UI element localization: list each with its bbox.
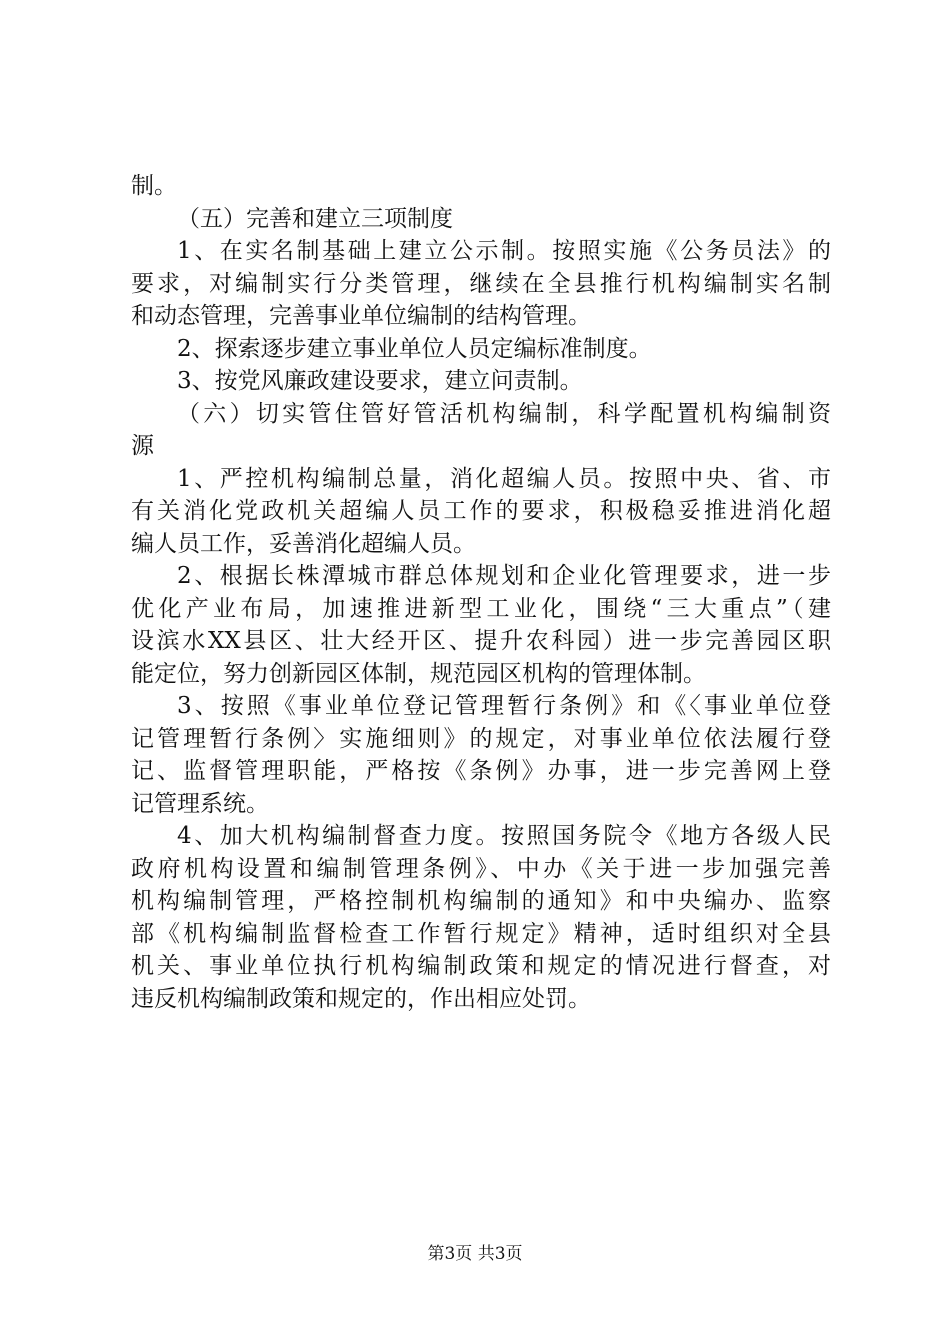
text-line: 有关消化党政机关超编人员工作的要求，积极稳妥推进消化超 xyxy=(131,498,831,524)
text-line: 源 xyxy=(131,433,154,459)
text-line: 2、根据长株潭城市群总体规划和企业化管理要求，进一步 xyxy=(177,563,831,589)
text-line: 记管理系统。 xyxy=(131,790,269,817)
text-line: 设滨水XX县区、壮大经开区、提升农科园）进一步完善园区职 xyxy=(131,628,831,654)
page-footer: 第3页 共3页 xyxy=(427,1244,523,1264)
text-line: 2、探索逐步建立事业单位人员定编标准制度。 xyxy=(177,335,652,362)
document-body xyxy=(131,170,831,1015)
text-line: 记管理暂行条例〉实施细则》的规定，对事业单位依法履行登 xyxy=(131,725,831,752)
text-line: 记、监督管理职能，严格按《条例》办事，进一步完善网上登 xyxy=(131,758,831,784)
text-line: 3、按党风廉政建设要求，建立问责制。 xyxy=(177,368,583,394)
text-line: 部《机构编制监督检查工作暂行规定》精神，适时组织对全县 xyxy=(131,920,831,947)
text-line: 1、在实名制基础上建立公示制。按照实施《公务员法》的 xyxy=(177,238,831,264)
text-line: 违反机构编制政策和规定的，作出相应处罚。 xyxy=(131,985,591,1012)
text-line: 和动态管理，完善事业单位编制的结构管理。 xyxy=(131,303,591,329)
text-line: 能定位，努力创新园区体制，规范园区机构的管理体制。 xyxy=(131,660,706,687)
text-line: （五）完善和建立三项制度 xyxy=(177,205,453,232)
text-line: 制。 xyxy=(131,173,177,199)
text-line: 机关、事业单位执行机构编制政策和规定的情况进行督查，对 xyxy=(131,953,831,979)
text-line: （六）切实管住管好管活机构编制，科学配置机构编制资 xyxy=(177,400,831,427)
text-line: 优化产业布局，加速推进新型工业化，围绕“三大重点”（建 xyxy=(131,595,831,622)
text-line: 4、加大机构编制督查力度。按照国务院令《地方各级人民 xyxy=(177,823,831,849)
text-line: 1、严控机构编制总量，消化超编人员。按照中央、省、市 xyxy=(177,465,831,492)
text-line: 编人员工作，妥善消化超编人员。 xyxy=(131,530,476,557)
text-line: 3、按照《事业单位登记管理暂行条例》和《〈事业单位登 xyxy=(177,693,831,719)
text-line: 要求，对编制实行分类管理，继续在全县推行机构编制实名制 xyxy=(131,270,831,297)
text-line: 机构编制管理，严格控制机构编制的通知》和中央编办、监察 xyxy=(131,888,831,914)
text-line: 政府机构设置和编制管理条例》、中办《关于进一步加强完善 xyxy=(131,855,831,882)
